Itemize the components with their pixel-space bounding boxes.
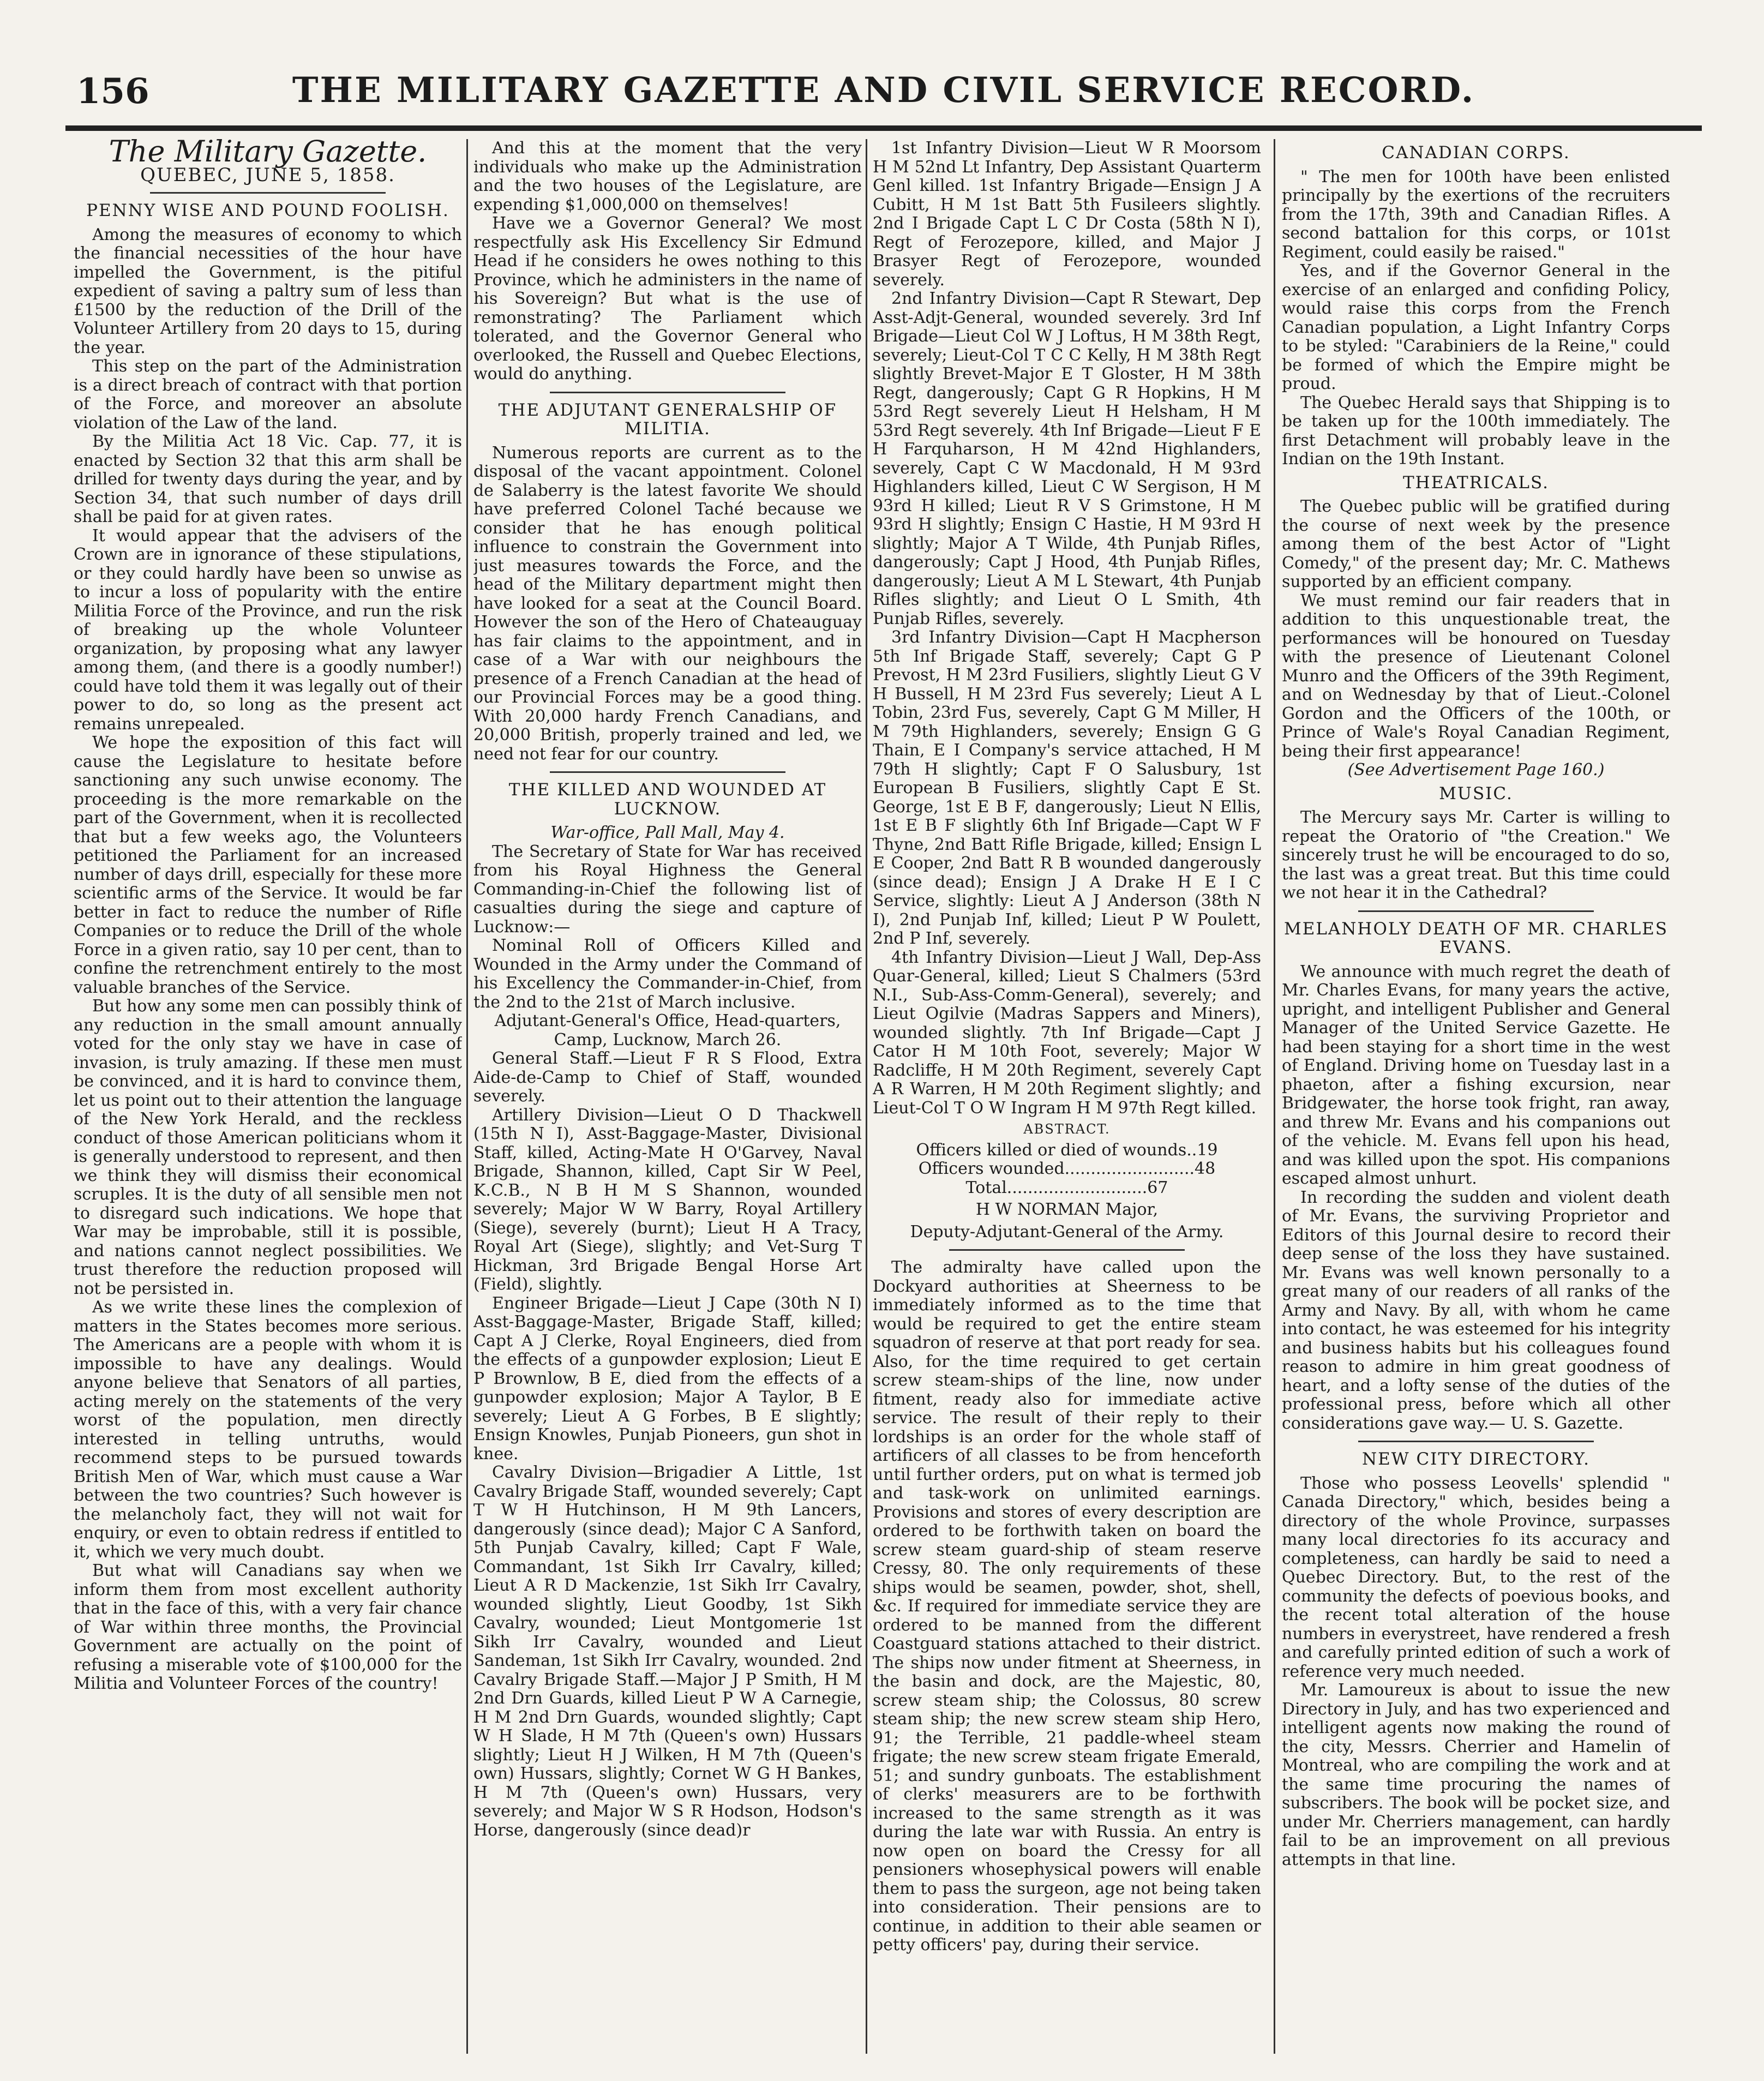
paragraph: As we write these lines the complexion of matters in the States becomes more serious. The Americans are a people with whom it is impossible to have any dealings. Would anyone believe that Senators of all parties, acting merely on the statements of the very worst of the population, men directly interested in telling untruths, would recommend steps to be pursued towards British Men of War, which must cause a War between the two countries? Such however is the melancholy fact, they will not wait for enquiry, or even to obtain redress if entitled to it, which we very much doubt. [74, 1298, 462, 1562]
page-header [65, 65, 1702, 129]
paragraph: We announce with much regret the death of Mr. Charles Evans, for many years the active, upright, and intelligent Publisher and General Manager of the United Service Gazette. He had been staying for a short time in the west of England. Driving home on Tuesday last in a phaeton, after a fishing excursion, near Bridgewater, the horse took fright, ran away, and threw Mr. Evans and his companions out of the vehicle. M. Evans fell upon his head, and was killed upon the spot. His companions escaped almost unhurt. [1282, 962, 1670, 1188]
abstract-label: ABSTRACT. [1023, 1122, 1111, 1137]
paragraph: Numerous reports are current as to the disposal of the vacant appointment. Colonel de Salaberry is the latest favorite We should have preferred Colonel Taché because we consider that he has enough political influence to constrain the Government into just measures towards the Force, and the head of the Military department might then have looked for a seat at the Council Board. However the son of the Hero of Chateauguay has fair claims to the appointment, and in case of a War with our neighbours the presence of a French Canadian at the head of our Provincial Forces may be a good thing. With 20,000 hardy French Canadians, and 20,000 British, properly trained and led, we need not fear for our country. [473, 443, 862, 764]
paragraph: 1st Infantry Division—Lieut W R Moorsom H M 52nd Lt Infantry, Dep Assistant Quarterm Genl killed. 1st Infantry Brigade—Ensign J A Cubitt, H M 1st Batt 5th Fusileers slightly. 2nd I Brigade Capt L C Dr Costa (58th N I), Regt of Ferozepore, killed, and Major J Brasyer Regt of Ferozepore, wounded severely. [873, 139, 1261, 290]
divider [1358, 1441, 1594, 1442]
divider [150, 192, 386, 194]
article-killed-and-wounded [473, 781, 862, 1840]
column-3 [873, 139, 1261, 2054]
column-divider [466, 139, 468, 2054]
signature: H W NORMAN Major, [975, 1200, 1159, 1219]
paragraph: We must remind our fair readers that in addition to this unquestionable treat, the performances will be honoured on Tuesday with the presence of Lieutenant Colonel Munro and the Officers of the 39th Regiment, and on Wednesday by that of Lieut.-Colonel Gordon and the Officers of the 100th, or Prince of Wale's Royal Canadian Regiment, being their first appearance! [1282, 591, 1670, 761]
paragraph: The Mercury says Mr. Carter is willing to repeat the Oratorio of "the Creation." We sincerely trust he will be encouraged to do so, the last was a great treat. But this time could we not hear it in the Cathedral? [1282, 808, 1670, 902]
column-2 [473, 139, 862, 2054]
paragraph: General Staff.—Lieut F R S Flood, Extra Aide-de-Camp to Chief of Staff, wounded severely. [473, 1049, 862, 1106]
article-adjutant-generalship [473, 401, 862, 764]
paragraph: Cavalry Division—Brigadier A Little, 1st Cavalry Brigade Staff, wounded severely; Capt T W H Hutchinson, H M 9th Lancers, dangerously (since dead); Major C A Sanford, 5th Punjab Cavalry, killed; Capt F Wale, Commandant, 1st Sikh Irr Cavalry, killed; Lieut A R D Mackenzie, 1st Sikh Irr Cavalry, wounded slightly, Lieut Goodby, 1st Sikh Cavalry, wounded; Lieut Montgomerie 1st Sikh Irr Cavalry, wounded and Lieut Sandeman, 1st Sikh Irr Cavalry, wounded. 2nd Cavalry Brigade Staff.—Major J P Smith, H M 2nd Drn Guards, killed Lieut P W A Carnegie, H M 2nd Drn Guards, wounded slightly; Capt W H Slade, H M 7th (Queen's own) Hussars slightly; Lieut H J Wilken, H M 7th (Queen's own) Hussars, slightly; Cornet W G H Bankes, H M 7th (Queen's own) Hussars, very severely; and Major W S R Hodson, Hodson's Horse, dangerously (since dead)r [473, 1463, 862, 1840]
paragraph: Mr. Lamoureux is about to issue the new Directory in July, and has two experienced and intelligent agents now making the round of the city, Messrs. Cherrier and Hamelin of Montreal, who are compiling the work and at the same time procuring the names of subscribers. The book will be pocket size, and under Mr. Cherriers management, can hardly fail to be an improvement on all previous attempts in that line. [1282, 1681, 1670, 1869]
paragraph: We hope the exposition of this fact will cause the Legislature to hesitate before sanctioning any such unwise economy. The proceeding is the more remarkable on the part of the Government, when it is recollected that but a few weeks ago, the Volunteers petitioned the Parliament for an increased number of days drill, especially for these more scientific arms of the Service. It would be far better in fact to reduce the number of Rifle Companies or to reduce the Drill of the whole Force in a given ratio, say 10 per cent, than to confine the retrenchment entirely to the most valuable branches of the Service. [74, 733, 462, 997]
paragraph: " The men for 100th have been enlisted principally by the exertions of the recruiters from the 17th, 39th and Canadian Rifles. A second battalion for this corps, or 101st Regiment, could easily be raised." [1282, 167, 1670, 262]
article-heading: PENNY WISE AND POUND FOOLISH. [86, 201, 449, 220]
divider [550, 392, 785, 393]
article-admiralty [873, 1258, 1261, 1955]
article-heading: MELANHOLY DEATH OF MR. CHARLES EVANS. [1283, 919, 1669, 957]
paragraph: This step on the part of the Administration is a direct breach of contract with that portion of the Force, and moreover an absolute violation of the Law of the land. [74, 357, 462, 433]
nameplate: The Military Gazette. [109, 139, 427, 169]
paragraph: 3rd Infantry Division—Capt H Macpherson 5th Inf Brigade Staff, severely; Capt G P Prevost, H M 23rd Fusiliers, slightly Lieut G V H Bussell, H M 23rd Fus severely; Lieut A L Tobin, 23rd Fus, severely, Capt G M Miller, H M 79th Highlanders, severely; Ensign G G Thain, E I Company's service attached, H M 79th H slightly; Capt F O Salusbury, 1st European B Fusiliers, slightly Capt E St. George, 1st E B F, dangerously; Lieut N Ellis, 1st E B F slightly 6th Inf Brigade—Capt W F Thyne, 2nd Batt Rifle Brigade, killed; Ensign L E Cooper, 2nd Batt R B wounded dangerously (since dead); Ensign J A Drake H E I C Service, slightly: Lieut A J Anderson (38th N I), 2nd Punjab Inf, killed; Lieut P W Poulett, 2nd P Inf, severely. [873, 628, 1261, 948]
paragraph: But what will Canadians say when we inform them from most excellent authority that in the face of this, with a very fair chance of War within three months, the Provincial Government are actually on the point of refusing a miserable vote of $100,000 for the Militia and Volunteer Forces of the country! [74, 1561, 462, 1693]
paragraph: The Quebec Herald says that Shipping is to be taken up for the 100th immediately. The first Detachment will probably leave in the Indian on the 19th Instant. [1282, 393, 1670, 469]
paragraph: The Quebec public will be gratified during the course of next week by the presence among them of the best Actor of "Light Comedy," of the present day; Mr. C. Mathews supported by an efficient company. [1282, 497, 1670, 591]
article-canadian-corps [1282, 143, 1670, 469]
article-heading: CANADIAN CORPS. [1382, 143, 1570, 163]
column-divider [1274, 139, 1275, 2054]
paragraph: The admiralty have called upon the Dockyard authorities at Sheerness to be immediately informed as to the time that would be required to get the entire steam squadron of reserve at that port ready for sea. Also, for the time required to get certain screw steam-ships of the line, now under fitment, ready also for immediate active service. The result of their reply to their lordships is an order for the whole staff of artificers of all classes to be from henceforth until further orders, put on what is termed job and task-work on unlimited earnings. Provisions and stores of every description are ordered to be forthwith taken on board the screw steam guard-ship of steam reserve Cressy, 80. The only requirements of these ships would be seamen, powder, shot, shell, &c. If required for immediate service they are ordered to be manned from the different Coastguard stations attached to their district. The ships now under fitment at Sheerness, in the basin and dock, are the Majestic, 80, screw steam ship; the Colossus, 80 screw steam ship; the new screw steam ship Hero, 91; the Terrible, 21 paddle-wheel steam frigate; the new screw steam frigate Emerald, 51; and sundry gunboats. The establishment of clerks' measurers are to be forthwith increased to the same strength as it was during the late war with Russia. An entry is now open on board the Cressy for all pensioners whosephysical powers will enable them to pass the surgeon, age not being taken into consideration. Their pensions are to continue, in addition to their able seamen or petty officers' pay, during their service. [873, 1258, 1261, 1954]
paragraph: Nominal Roll of Officers Killed and Wounded in the Army under the Command of his Excellency the Commander-in-Chief, from the 2nd to the 21st of March inclusive. [473, 936, 862, 1012]
article-heading: THEATRICALS. [1403, 472, 1549, 493]
article-penny-wise-continued [473, 139, 862, 384]
abstract-line: Officers wounded.........................48 [918, 1159, 1216, 1178]
abstract-line: Total...........................67 [965, 1178, 1168, 1197]
signature-title: Deputy-Adjutant-General of the Army. [910, 1222, 1224, 1242]
paragraph: By the Militia Act 18 Vic. Cap. 77, it is enacted by Section 32 that this arm shall be drilled for twenty days during the year, and by Section 34, that such number of days drill shall be paid for at given rates. [74, 432, 462, 526]
abstract-line: Officers killed or died of wounds..19 [916, 1140, 1218, 1160]
article-killed-and-wounded-continued [873, 139, 1261, 1242]
paragraph: But how any some men can possibly think of any reduction in the small amount annually voted for the only stay we have in case of invasion, is truly amazing. If these men must be convinced, and it is hard to convince them, let us point out to their attention the language of the New York Herald, and the reckless conduct of those American politicians whom it is generally understood to represent, and then we think they will dismiss their economical scruples. It is the duty of all sensible men not to disregard such indications. We hope that War may be improbable, still it is possible, and nations cannot neglect possibilities. We trust therefore the reduction proposed will not be persisted in. [74, 997, 462, 1298]
article-heading: MUSIC. [1439, 783, 1513, 803]
column-1 [74, 139, 462, 2054]
paragraph: Have we a Governor General? We most respectfully ask His Excellency Sir Edmund Head if he considers he owes nothing to this Province, which he administers in the name of his Sovereign? But what is the use of remonstrating? The Parliament which tolerated, and the Governor General who overlooked, the Russell and Quebec Elections, would do anything. [473, 214, 862, 383]
masthead: THE MILITARY GAZETTE AND CIVIL SERVICE RECORD. [292, 70, 1475, 111]
paragraph: Among the measures of economy to which the financial necessities of the hour have impelled the Government, is the pitiful expedient of saving a paltry sum of less than £1500 by the reduction of the Drill of the Volunteer Artillery from 20 days to 15, during the year. [74, 225, 462, 357]
column-4 [1282, 139, 1670, 2054]
divider [1358, 910, 1594, 912]
article-heading: THE ADJUTANT GENERALSHIP OF MILITIA. [498, 400, 837, 439]
divider [550, 771, 785, 773]
article-heading: THE KILLED AND WOUNDED AT LUCKNOW. [508, 780, 827, 819]
paragraph: 4th Infantry Division—Lieut J Wall, Dep-Ass Quar-General, killed; Lieut S Chalmers (53rd N.I., Sub-Ass-Comm-General), severely; and Lieut Ogilvie (Madras Sappers and Miners), wounded slightly. 7th Inf Brigade—Capt J Cator H M 10th Foot, severely; Major W Radcliffe, H M 20th Regiment, severely Capt A R Warren, H M 20th Regiment slightly; and Lieut-Col T O W Ingram H M 97th Regt killed. [873, 947, 1261, 1118]
paragraph: It would appear that the advisers of the Crown are in ignorance of these stipulations, or they could hardly have been so unwise as to incur a loss of popularity with the entire Militia Force of the Province, and run the risk of breaking up the whole Volunteer organization, by proposing what any lawyer among them, (and there is a goodly number!) could have told them it was legally out of their power to do, so long as the present act remains unrepealed. [74, 526, 462, 734]
article-death-of-charles-evans [1282, 920, 1670, 1434]
paragraph: 2nd Infantry Division—Capt R Stewart, Dep Asst-Adjt-General, wounded severely. 3rd Inf Brigade—Lieut Col W J Loftus, H M 38th Regt, severely; Lieut-Col T C C Kelly, H M 38th Regt slightly Brevet-Major E T Gloster, H M 38th Regt, dangerously; Capt G R Hopkins, H M 53rd Regt severely Lieut H Helsham, H M 53rd Regt severely. 4th Inf Brigade—Lieut F E H Farquharson, H M 42nd Highlanders, severely, Capt C W Macdonald, H M 93rd Highlanders killed, Lieut C W Sergison, H M 93rd H killed; Lieut R V S Grimstone, H M 93rd H slightly; Ensign C Hastie, H M 93rd H slightly; Major A T Wilde, 4th Punjab Rifles, dangerously; Capt J Hood, 4th Punjab Rifles, dangerously; Lieut A M L Stewart, 4th Punjab Rifles slightly; and Lieut O L Smith, 4th Punjab Rifles, severely. [873, 289, 1261, 628]
article-heading: NEW CITY DIRECTORY. [1361, 1449, 1591, 1469]
paragraph: Yes, and if the Governor General in the exercise of an enlarged and confiding Policy, would raise this corps from the French Canadian population, a Light Infantry Corps to be styled: "Carabiniers de la Reine," could be formed of which the Empire might be proud. [1282, 261, 1670, 393]
paragraph: Artillery Division—Lieut O D Thackwell (15th N I), Asst-Baggage-Master, Divisional Staff, killed, Acting-Mate H O'Garvey, Naval Brigade, Shannon, killed, Capt Sir W Peel, K.C.B., N B H M S Shannon, wounded severely; Major W W Barry, Royal Artillery (Siege), severely (burnt); Lieut H A Tracy, Royal Art (Siege), slightly; and Vet-Surg T Hickman, 3rd Brigade Bengal Horse Art (Field), slightly. [473, 1105, 862, 1294]
page-number: 156 [76, 71, 149, 112]
column-divider [866, 139, 867, 2054]
paragraph: The Secretary of State for War has received from his Royal Highness the General Commanding-in-Chief the following list of casualties during the siege and capture of Lucknow:— [473, 842, 862, 937]
article-penny-wise [74, 201, 462, 1694]
paragraph: And this at the moment that the very individuals who make up the Administration and the two houses of the Legislature, are expending $1,000,000 on themselves! [473, 139, 862, 214]
paragraph: Adjutant-General's Office, Head-quarters, Camp, Lucknow, March 26. [494, 1011, 841, 1050]
dateline: QUEBEC, JUNE 5, 1858. [140, 164, 395, 186]
article-music [1282, 784, 1670, 903]
paragraph: In recording the sudden and violent death of Mr. Evans, the surviving Proprietor and Editors of this Journal desire to record their deep sense of the loss they have sustained. Mr. Evans was well known personally to a great many of our readers of all ranks of the Army and Navy. By all, with whom he came into contact, he was esteemed for his integrity and business habits but his colleagues found reason to admire in him great goodness of heart, and a lofty sense of the duties of the professional press, before which all other considerations gave way.— U. S. Gazette. [1282, 1188, 1670, 1433]
article-new-city-directory [1282, 1450, 1670, 1869]
divider [949, 1249, 1185, 1251]
paragraph: Engineer Brigade—Lieut J Cape (30th N I) Asst-Baggage-Master, Brigade Staff, killed; Capt A J Clerke, Royal Engineers, died from the effects of a gunpowder explosion; Lieut E P Brownlow, B E, died from the effects of a gunpowder explosion; Major A Taylor, B E severely; Lieut A G Forbes, B E slightly; Ensign Knowles, Punjab Pioneers, gun shot in knee. [473, 1293, 862, 1464]
article-dateline: War-office, Pall Mall, May 4. [550, 823, 785, 842]
advertisement-note: (See Advertisement Page 160.) [1347, 760, 1605, 779]
header-rule [65, 129, 1702, 131]
paragraph: Those who possess Leovells' splendid " Canada Directory," which, besides being a directory of the whole Province, surpasses many local directories fo its accuracy and completeness, can hardly be said to need a Quebec Directory. But, to the rest of the community the defects of poevious books, and the recent total alteration of the house numbers in everystreet, have rendered a fresh and carefully printed edition of such a work of reference very much needed. [1282, 1473, 1670, 1681]
article-theatricals [1282, 473, 1670, 780]
